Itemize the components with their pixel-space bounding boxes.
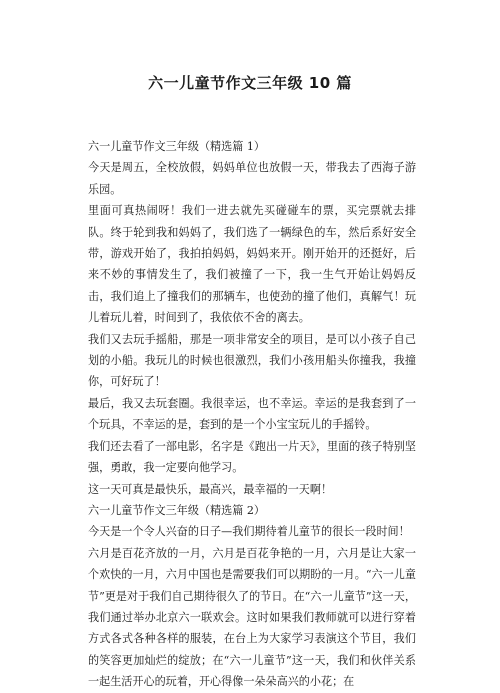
paragraph: 我们还去看了一部电影，名字是《跑出一片天》，里面的孩子特别坚强，勇敢，我一定要向他学习。 xyxy=(88,439,416,475)
paragraph: 今天是一个令人兴奋的日子—我们期待着儿童节的很长一段时间！ xyxy=(88,525,410,539)
paragraph: 我们又去玩手摇船，那是一项非常安全的项目，是可以小孩子自己划的小船。我玩儿的时候也很激烈，我们小孩用船头你撞我，我撞你，可好玩了！ xyxy=(88,332,416,389)
paragraph: 今天是周五，全校放假，妈妈单位也放假一天，带我去了西海子游乐园。 xyxy=(88,161,416,196)
document-title: 六一儿童节作文三年级 10 篇 xyxy=(148,74,352,92)
section-heading: 六一儿童节作文三年级（精选篇 2） xyxy=(88,503,265,517)
paragraph: 最后，我又去玩套圈。我很幸运，也不幸运。幸运的是我套到了一个玩具，不幸运的是，套到的是一个小宝宝玩儿的手摇铃。 xyxy=(88,396,416,432)
paragraph: 六月是百花齐放的一月，六月是百花争艳的一月，六月是让大家一个欢快的一月，六月中国也是需要我们可以期盼的一月。“六一儿童节”更是对于我们自己期待很久了的节日。在“六一儿童节”这一天，我们通过举办北京六一联欢会。这时如果我们教师就可以进行穿着方式各式各种各样的服装，在台上为大家学习表演这个节目，我们的笑容更加灿烂的绽放；在“六一儿童节”这一天，我们和伙伴关系一起生活开心的玩着，开心得像一朵朵高兴的小花；在 xyxy=(88,546,416,689)
paragraph: 里面可真热闹呀！我们一进去就先买碰碰车的票，买完票就去排队。终于轮到我和妈妈了，我们选了一辆绿色的车，然后系好安全带，游戏开始了，我拍拍妈妈，妈妈来开。刚开始开的还挺好，后来不妙的事情发生了，我们被撞了一下，我一生气开始让妈妈反击，我们追上了撞我们的那辆车，也使劲的撞了他们，真解气！玩儿着玩儿着，时间到了，我依依不舍的离去。 xyxy=(88,204,416,325)
document-body xyxy=(88,136,416,693)
section-heading: 六一儿童节作文三年级（精选篇 1） xyxy=(88,140,265,153)
paragraph: 这一天可真是最快乐，最高兴，最幸福的一天啊！ xyxy=(88,482,333,496)
